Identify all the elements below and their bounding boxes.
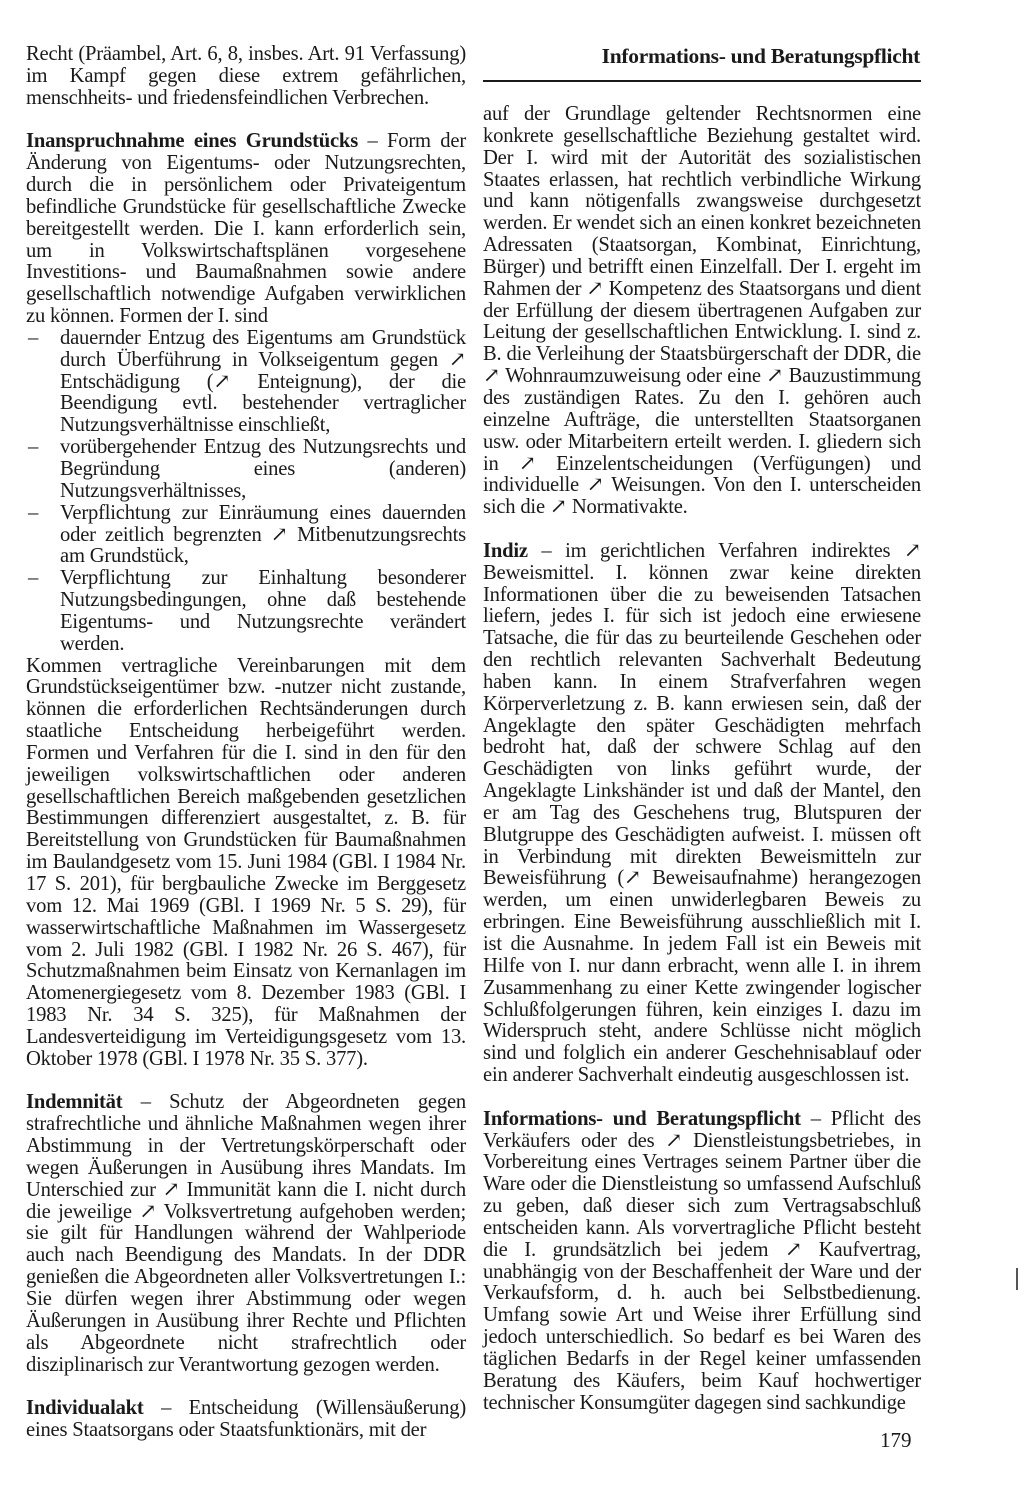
entry-text: – Pflicht des Verkäufers oder des ↗ Dienstleistungsbetriebes, in Vorbereitung eines Vertrages seinem Partner über die Ware oder die Dienstleistung so umfassend Aufschluß zu geben, daß dieser sich zum Vertragsabschluß entscheiden kann. Als vorvertragliche Pflicht besteht die I. grundsätzlich bei jedem ↗ Kaufvertrag, unabhängig von der Beschaffenheit der Ware und der Verkaufsform, d. h. auch bei Selbstbedienung. Umfang sowie Art und Weise ihrer Erfüllung sind jedoch unterschiedlich. So bedarf es bei Waren des täglichen Bedarfs in der Regel keiner umfassenden Beratung des Käufers, beim Kauf hochwertiger technischer Konsumgüter dagegen sind sachkundige [483, 1107, 921, 1414]
entry-text: – Schutz der Abgeordneten gegen strafrechtliche und ähnliche Maßnahmen wegen ihrer Abstimmung in der Vertretungskörperschaft oder wegen Äußerungen in Ausübung ihres Mandats. Im Unterschied zur ↗ Immunität kann die I. nicht durch die jeweilige ↗ Volksvertretung aufgehoben werden; sie gilt für Handlungen während der Wahlperiode auch nach Beendigung des Mandats. In der DDR genießen die Abgeordneten aller Volksvertretungen I.: Sie dürfen wegen ihrer Abstimmung oder wegen Äußerungen in Ausübung ihrer Rechte und Pflichten als Abgeordnete nicht strafrechtlich oder disziplinarisch zur Verantwortung gezogen werden. [26, 1091, 466, 1376]
entry-informationspflicht [483, 1109, 921, 1415]
list-item: – Verpflichtung zur Einräumung eines dauernden oder zeitlich begrenzten ↗ Mitbenutzungsrechts am Grundstück, [26, 503, 466, 569]
continuation-text: Recht (Präambel, Art. 6, 8, insbes. Art. 91 Verfassung) im Kampf gegen diese extrem gefährlichen, menschheits- und friedensfeindlichen Verbrechen. [26, 43, 466, 109]
entry-term: Indiz [483, 539, 528, 562]
entry-term: Inanspruchnahme eines Grundstücks [26, 130, 359, 153]
running-header: Informations- und Beratungspflicht [601, 44, 920, 68]
list-item: – dauernder Entzug des Eigentums am Grundstück durch Überführung in Volkseigentum gegen ↗ Entschädigung (↗ Enteignung), der die Beendigung evtl. bestehender vertraglicher Nutzungsverhältnisse einschließt, [26, 328, 466, 437]
scan-edge-mark [1016, 1268, 1018, 1290]
entry-inanspruchnahme-intro [26, 131, 466, 328]
list-item: – Verpflichtung zur Einhaltung besonderer Nutzungsbedingungen, ohne daß bestehende Eigentums- und Nutzungsrechte verändert werden. [26, 568, 466, 655]
entry-inanspruchnahme [26, 131, 466, 1070]
entry-text: – Form der Änderung von Eigentums- oder Nutzungsrechten, durch die in persönlichem oder Privateigentum befindliche Grundstücke für gesellschaftliche Zwecke bereitgestellt werden. Die I. kann erforderlich sein, um in Volkswirtschaftsplänen vorgesehene Investitions- und Baumaßnahmen sowie andere gesellschaftlich notwendige Aufgaben verwirklichen zu können. Formen der I. sind [26, 130, 466, 328]
individualakt-continuation: auf der Grundlage geltender Rechtsnormen eine konkrete gesellschaftliche Beziehung gestaltet wird. Der I. wird mit der Autorität des sozialistischen Staates erlassen, hat rechtlich verbindliche Wirkung und kann nötigenfalls zwangsweise durchgesetzt werden. Er wendet sich an einen konkret bezeichneten Adressaten (Staatsorgan, Kombinat, Einrichtung, Bürger) und betrifft einen Einzelfall. Der I. ergeht im Rahmen der ↗ Kompetenz des Staatsorgans und dient der Erfüllung der diesem übertragenen Aufgaben zur Leitung der gesellschaftlichen Entwicklung. I. sind z. B. die Verleihung der Staatsbürgerschaft der DDR, die ↗ Wohnraumzuweisung oder eine ↗ Bauzustimmung des zuständigen Rates. Zu den I. gehören auch einzelne Aufträge, die unterstellten Staatsorganen usw. oder Mitarbeitern erteilt werden. I. gliedern sich in ↗ Einzelentscheidungen (Verfügungen) und individuelle ↗ Weisungen. Von den I. unterscheiden sich die ↗ Normativakte. [483, 103, 921, 519]
entry-individualakt [26, 1398, 466, 1442]
entry-text: – Entscheidung (Willensäußerung) eines Staatsorgans oder Staatsfunktionärs, mit der [26, 1397, 466, 1442]
entry-term: Indemnität [26, 1091, 123, 1114]
right-column [483, 104, 921, 1436]
entry-text: – im gerichtlichen Verfahren indirektes ↗ Beweismittel. I. können zwar keine direkten Informationen über die zu beweisenden Tatsachen liefern, jedes I. für sich ist jedoch eine erwiesene Tatsache, die für das zu beurteilende Geschehen oder den rechtlich relevanten Sachverhalt Bedeutung haben kann. In einem Strafverfahren wegen Körperverletzung z. B. kann erwiesen sein, daß der Angeklagte den später Geschädigten mehrfach bedroht hat, daß der schwere Schlag auf den Geschädigten von links geführt wurde, der Angeklagte Linkshänder ist und daß der Mantel, den er am Tag des Geschehens trug, Blutspuren der Blutgruppe des Geschädigten aufweist. I. müssen oft in Verbindung mit direkten Beweismitteln zur Beweisführung (↗ Beweisaufnahme) herangezogen werden, um einen unwiderlegbaren Beweis zu erbringen. Eine Beweisführung ausschließlich mit I. ist die Ausnahme. In jedem Fall ist ein Beweis mit Hilfe von I. nur dann erbracht, wenn alle I. in ihrem Zusammenhang zu einer Kette zwingender logischer Schlußfolgerungen führen, kein einziges I. dazu im Widerspruch steht, andere Schlüsse nicht möglich sind und folglich ein anderer Geschehnisablauf oder ein anderer Sachverhalt eindeutig ausgeschlossen ist. [483, 539, 921, 1087]
entry-indemnitaet [26, 1092, 466, 1376]
left-column [26, 44, 466, 1464]
page-number: 179 [880, 1428, 912, 1452]
entry-inanspruchnahme-outro: Kommen vertragliche Vereinbarungen mit dem Grundstückseigentümer bzw. -nutzer nicht zustande, können die erforderlichen Rechtsänderungen durch staatliche Entscheidung herbeigeführt werden. Formen und Verfahren für die I. sind in den für den jeweiligen volkswirtschaftlichen oder anderen gesellschaftlichen Bereich maßgebenden gesetzlichen Bestimmungen differenziert ausgestaltet, z. B. für Bereitstellung von Grundstücken für Baumaßnahmen im Baulandgesetz vom 15. Juni 1984 (GBl. I 1984 Nr. 17 S. 201), für bergbauliche Zwecke im Berggesetz vom 12. Mai 1969 (GBl. I 1969 Nr. 5 S. 29), für wasserwirtschaftliche Maßnahmen im Wassergesetz vom 2. Juli 1982 (GBl. I 1982 Nr. 26 S. 467), für Schutzmaßnahmen beim Einsatz von Kernanlagen im Atomenergiegesetz vom 8. Dezember 1983 (GBl. I 1983 Nr. 34 S. 325), für Maßnahmen der Landesverteidigung im Verteidigungsgesetz vom 13. Oktober 1978 (GBl. I 1978 Nr. 35 S. 377). [26, 654, 466, 1070]
entry-indiz [483, 541, 921, 1087]
header-rule [483, 80, 921, 82]
forms-list [26, 328, 466, 656]
list-item: – vorübergehender Entzug des Nutzungsrechts und Begründung eines (anderen) Nutzungsverhältnisses, [26, 437, 466, 503]
entry-term: Informations- und Beratungspflicht [483, 1107, 801, 1130]
entry-term: Individualakt [26, 1397, 144, 1420]
